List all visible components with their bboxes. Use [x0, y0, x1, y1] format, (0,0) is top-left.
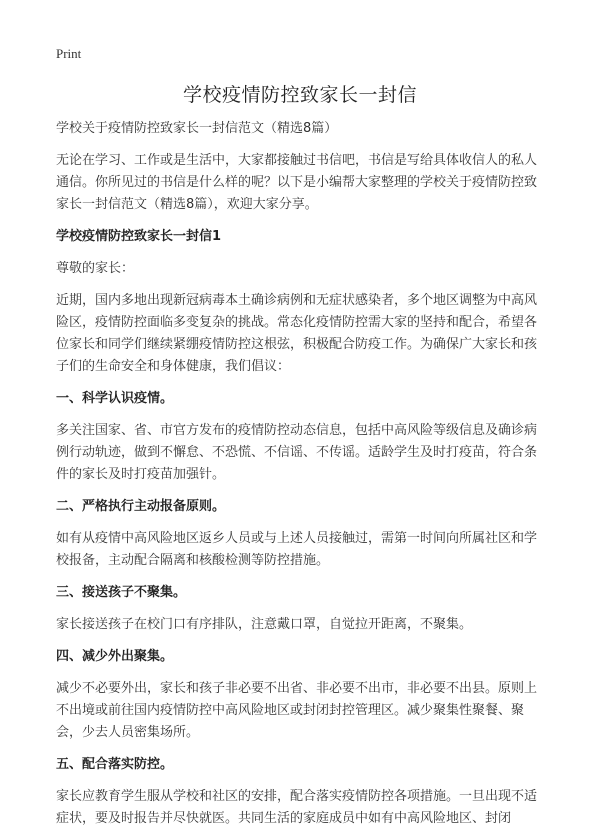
print-link[interactable]: Print: [56, 46, 82, 61]
section-heading: 四、减少外出聚集。: [56, 649, 174, 664]
section-3: [56, 582, 548, 636]
article-subtitle: 学校关于疫情防控致家长一封信范文（精选8篇）: [56, 121, 338, 136]
section-body: 减少不必要外出，家长和孩子非必要不出省、非必要不出市，非必要不出县。原则上不出境或前往国内疫情防控中高风险地区或封闭封控管理区。减少聚集性聚餐、聚会，少去人员密集场所。: [56, 681, 538, 740]
section-body: 如有从疫情中高风险地区返乡人员或与上述人员接触过，需第一时间向所属社区和学校报备，主动配合隔离和核酸检测等防控措施。: [56, 531, 538, 568]
section-heading: 二、严格执行主动报备原则。: [56, 499, 226, 514]
letter-heading: 学校疫情防控致家长一封信1: [56, 229, 222, 244]
opening-paragraph: 近期，国内多地出现新冠病毒本土确诊病例和无症状感染者，多个地区调整为中高风险区，疫情防控面临多变复杂的挑战。常态化疫情防控需大家的坚持和配合，希望各位家长和同学们继续紧绷疫情防控这根弦，积极配合防疫工作。为确保广大家长和孩子们的生命安全和身体健康，我们倡议：: [56, 293, 538, 374]
article-body: [56, 118, 548, 828]
section-heading: 一、科学认识疫情。: [56, 391, 174, 406]
section-heading: 三、接送孩子不聚集。: [56, 585, 187, 600]
greeting: 尊敬的家长：: [56, 261, 135, 276]
section-5: [56, 754, 548, 828]
intro-paragraph: 无论在学习、工作或是生活中，大家都接触过书信吧，书信是写给具体收信人的私人通信。你所见过的书信是什么样的呢？以下是小编帮大家整理的学校关于疫情防控致家长一封信范文（精选8篇），欢迎大家分享。: [56, 153, 538, 212]
page-title: 学校疫情防控致家长一封信: [182, 84, 417, 106]
section-4: [56, 646, 548, 744]
section-body: 家长接送孩子在校门口有序排队，注意戴口罩，自觉拉开距离，不聚集。: [56, 617, 473, 632]
section-heading: 五、配合落实防控。: [56, 757, 174, 772]
section-1: [56, 388, 548, 486]
section-body: 家长应教育学生服从学校和社区的安排，配合落实疫情防控各项措施。一旦出现不适症状，要及时报告并尽快就医。共同生活的家庭成员中如有中高风险地区、封闭: [56, 789, 538, 826]
section-2: [56, 496, 548, 572]
section-body: 多关注国家、省、市官方发布的疫情防控动态信息，包括中高风险等级信息及确诊病例行动轨迹，做到不懈怠、不恐慌、不信谣、不传谣。适龄学生及时打疫苗，符合条件的家长及时打疫苗加强针。: [56, 423, 538, 482]
